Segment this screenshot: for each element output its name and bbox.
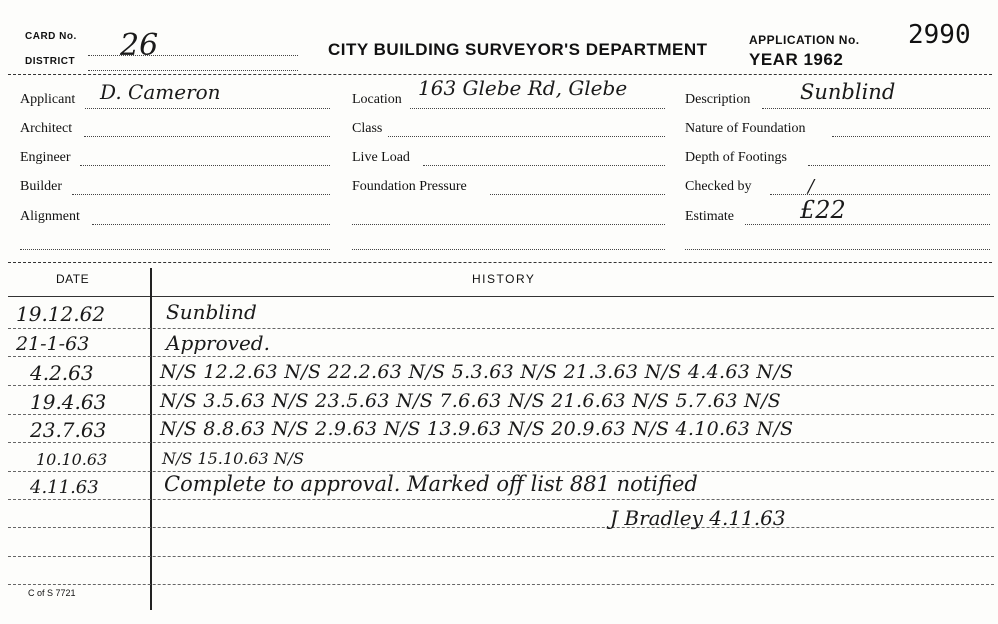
history-date: 19.4.63 [30,390,107,414]
location-label: Location [352,92,402,107]
application-label: APPLICATION No. [749,33,860,47]
district-label: DISTRICT [25,56,76,67]
history-entry: Approved. [166,331,270,355]
builder-label: Builder [20,179,62,194]
history-entry: Sunblind [166,300,257,324]
estimate-label: Estimate [685,209,734,224]
live-load-line [423,165,665,166]
district-line [88,70,298,71]
history-date: 10.10.63 [36,450,108,469]
year-label: YEAR 1962 [749,50,844,69]
history-date: 21-1-63 [16,333,90,355]
alignment-label: Alignment [20,209,80,224]
architect-label: Architect [20,121,73,136]
depth-of-footings-line [808,165,990,166]
checked-by-value: / [808,176,815,197]
description-value: Sunblind [800,80,896,104]
history-row-line [8,527,994,528]
alignment-line [92,224,330,225]
nature-of-foundation-line [832,136,990,137]
history-entry: N/S 12.2.63 N/S 22.2.63 N/S 5.3.63 N/S 21.3.63 N/S 4.4.63 N/S [160,361,794,383]
history-date: 4.11.63 [30,477,99,498]
history-date: 19.12.62 [16,302,106,326]
history-entry: N/S 15.10.63 N/S [162,449,305,468]
history-column-header: HISTORY [472,272,536,286]
card-no-value: 26 [120,28,159,63]
estimate-value: £22 [800,196,846,224]
checked-by-line [770,194,990,195]
fields-divider [8,262,992,263]
form-code: C of S 7721 [28,588,76,598]
architect-line [84,136,330,137]
date-column-divider [150,268,152,610]
history-row-line [8,556,994,557]
history-entry: N/S 3.5.63 N/S 23.5.63 N/S 7.6.63 N/S 21.6.63 N/S 5.7.63 N/S [160,390,781,412]
history-date: 4.2.63 [30,361,94,385]
depth-of-footings-label: Depth of Footings [685,150,787,165]
history-row-line [8,328,994,329]
history-row-line [8,414,994,415]
class-label: Class [352,121,383,136]
engineer-label: Engineer [20,150,71,165]
foundation-pressure-line [490,194,665,195]
history-date: 23.7.63 [30,418,107,442]
history-header-rule [8,296,994,297]
location-value: 163 Glebe Rd, Glebe [418,76,628,100]
history-row-line [8,499,994,500]
history-row-line [8,385,994,386]
signature: J Bradley 4.11.63 [610,506,786,530]
col2-blank-line [352,224,665,225]
applicant-line [85,108,330,109]
applicant-label: Applicant [20,92,76,107]
history-row-line [8,356,994,357]
alignment-line-2 [20,249,330,250]
description-line [762,108,990,109]
applicant-value: D. Cameron [100,80,221,104]
class-line [388,136,665,137]
date-column-header: DATE [56,272,90,286]
foundation-pressure-label: Foundation Pressure [352,179,467,194]
history-row-line [8,584,994,585]
estimate-line [745,224,990,225]
builder-line [72,194,330,195]
application-number: 2990 [908,20,971,50]
card-no-label: CARD No. [25,31,77,42]
col2-blank-line-2 [352,249,665,250]
col3-blank-line [685,249,990,250]
description-label: Description [685,92,751,107]
nature-of-foundation-label: Nature of Foundation [685,121,806,136]
history-row-line [8,442,994,443]
history-entry: N/S 8.8.63 N/S 2.9.63 N/S 13.9.63 N/S 20.9.63 N/S 4.10.63 N/S [160,418,794,440]
header-divider [8,74,992,75]
checked-by-label: Checked by [685,179,752,194]
department-title: CITY BUILDING SURVEYOR'S DEPARTMENT [328,40,708,59]
history-entry: Complete to approval. Marked off list 881 notified [164,472,698,496]
live-load-label: Live Load [352,150,410,165]
location-line [410,108,665,109]
engineer-line [80,165,330,166]
